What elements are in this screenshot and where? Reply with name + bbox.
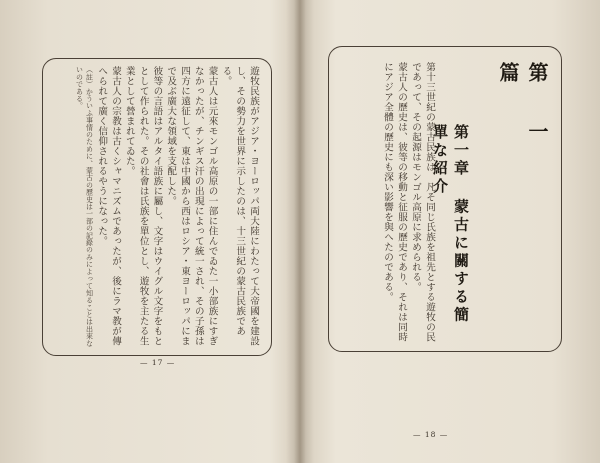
paragraph: 蒙古人の宗教は古くシャマニズムであったが、後にラマ教が傳へられて廣く信仰されるやうになった。	[96, 66, 122, 346]
chapter-title	[431, 124, 472, 340]
paragraph: 遊牧民族がアジア・ヨーロッパ両大陸にわたって大帝國を建設し、その勢力を世界に示したのは、十三世紀の蒙古民族である。	[220, 66, 259, 346]
gutter-shadow	[286, 0, 314, 463]
paragraph: 蒙古人は元來モンゴル高原の一部に住んでゐた一小部族にすぎなかったが、チンギス汗の出現によって統一され、その子孫は四方に遠征して、東は中國から西はロシア・東ヨーロッパにまで及ぶ廣大な領域を支配した。	[165, 66, 218, 346]
paragraph: 蒙古人の歷史は、彼等の移動と征服の歷史であり、それは同時にアジア全體の歷史にも深い影響を與へたのである。	[382, 62, 407, 342]
footnote: （註）かういふ事情のために、蒙古の歷史は一部の記錄のみによって知ることは出來ないのである。	[75, 66, 94, 347]
chapter-label: 第一章	[452, 124, 470, 178]
paragraph: 第十三世紀の蒙古民族は、凡そ同じ氏族を祖先とする遊牧の民であって、その起源はモンゴル高原に求められる。	[410, 62, 435, 342]
part-title: 第 一 篇	[496, 62, 549, 157]
intro-text	[336, 62, 436, 342]
page-number: — 18 —	[413, 430, 449, 439]
body-text	[56, 66, 260, 348]
chapter-heading: 蒙古に關する簡單な紹介	[431, 124, 470, 325]
page-number: — 17 —	[140, 358, 176, 367]
paragraph: 彼等の言語はアルタイ語族に屬し、文字はウイグル文字をもととして作られた。その社會は氏族を單位とし、遊牧を主たる生業として營まれてゐた。	[123, 66, 163, 346]
right-page	[300, 0, 600, 463]
